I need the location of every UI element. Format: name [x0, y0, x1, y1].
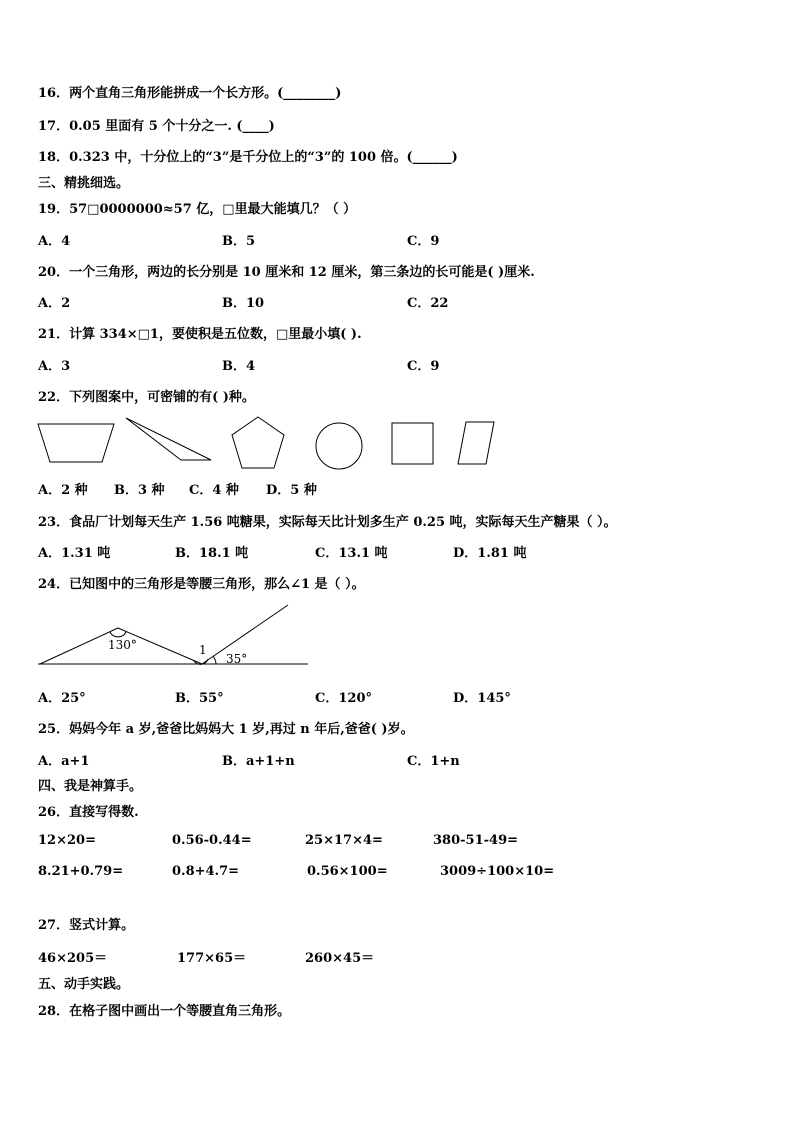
- q19-option-b: B．5: [222, 234, 256, 249]
- q22-option-a: A．2 种: [38, 483, 88, 498]
- section4-heading: 四、我是神算手。: [38, 779, 143, 794]
- q26-item: 12×20=: [38, 833, 96, 848]
- apex-angle-label: 130°: [108, 638, 137, 652]
- square-shape: [392, 423, 433, 464]
- apex-angle-arc: [110, 632, 126, 637]
- q28-text: 28．在格子图中画出一个等腰直角三角形。: [38, 1004, 291, 1019]
- q25-text: 25．妈妈今年 a 岁,爸爸比妈妈大 1 岁,再过 n 年后,爸爸( )岁。: [38, 722, 414, 737]
- q26-item: 25×17×4=: [305, 833, 383, 848]
- q22-option-b: B．3 种: [114, 483, 165, 498]
- q22-text: 22．下列图案中，可密铺的有( )种。: [38, 390, 255, 405]
- q27-item: 46×205＝: [38, 951, 108, 966]
- q23-option-b: B．18.1 吨: [175, 546, 249, 561]
- q22-option-d: D．5 种: [266, 483, 317, 498]
- q19-text: 19．57□0000000≈57 亿，□里最大能填几？（ ）: [38, 202, 357, 217]
- q26-item: 8.21+0.79=: [38, 864, 124, 879]
- section5-heading: 五、动手实践。: [38, 977, 130, 992]
- q24-angle-figure: [36, 602, 311, 674]
- pentagon-shape: [232, 417, 284, 468]
- triangle-left-side: [40, 628, 118, 664]
- q23-option-c: C．13.1 吨: [315, 546, 388, 561]
- q17-text: 17．0.05 里面有 5 个十分之一. (____): [38, 119, 275, 134]
- circle-shape: [316, 423, 362, 469]
- q25-option-c: C．1+n: [407, 754, 460, 769]
- angle1-label: 1: [199, 643, 207, 657]
- q19-option-a: A．4: [38, 234, 71, 249]
- q20-option-a: A．2: [38, 296, 71, 311]
- q26-item: 0.56×100=: [307, 864, 388, 879]
- q18-text: 18．0.323 中，十分位上的“3”是千分位上的“3”的 100 倍。(______): [38, 150, 458, 165]
- q20-option-c: C．22: [407, 296, 449, 311]
- q21-text: 21．计算 334×□1，要使积是五位数，□里最小填( ).: [38, 327, 362, 342]
- q21-option-b: B．4: [222, 359, 256, 374]
- trapezoid-shape: [38, 424, 114, 462]
- q22-figures: [36, 414, 506, 474]
- q26-item: 0.56-0.44=: [172, 833, 252, 848]
- q23-option-d: D．1.81 吨: [453, 546, 527, 561]
- q25-option-a: A．a+1: [38, 754, 90, 769]
- q25-option-b: B．a+1+n: [222, 754, 295, 769]
- q21-option-c: C．9: [407, 359, 440, 374]
- q24-option-b: B．55°: [175, 691, 224, 706]
- q26-item: 3009÷100×10=: [440, 864, 555, 879]
- q19-option-c: C．9: [407, 234, 440, 249]
- q26-item: 380-51-49=: [433, 833, 519, 848]
- angle35-label: 35°: [226, 652, 248, 666]
- q20-option-b: B．10: [222, 296, 265, 311]
- triangle-shape: [126, 418, 211, 460]
- q26-item: 0.8+4.7=: [172, 864, 240, 879]
- section3-heading: 三、精挑细选。: [38, 176, 130, 191]
- q24-option-d: D．145°: [453, 691, 511, 706]
- parallelogram-shape: [458, 422, 494, 464]
- q20-text: 20．一个三角形，两边的长分别是 10 厘米和 12 厘米，第三条边的长可能是( )厘米.: [38, 265, 535, 280]
- angle35-arc: [213, 656, 216, 664]
- q23-text: 23．食品厂计划每天生产 1.56 吨糖果，实际每天比计划多生产 0.25 吨，实际每天生产糖果（ ）。: [38, 515, 617, 530]
- q26-text: 26．直接写得数.: [38, 805, 139, 820]
- q21-option-a: A．3: [38, 359, 71, 374]
- q27-item: 260×45＝: [305, 951, 375, 966]
- q24-option-c: C．120°: [315, 691, 372, 706]
- q27-item: 177×65＝: [177, 951, 247, 966]
- q27-text: 27．竖式计算。: [38, 918, 135, 933]
- q24-text: 24．已知图中的三角形是等腰三角形，那么∠1 是（ ）。: [38, 577, 365, 592]
- q23-option-a: A．1.31 吨: [38, 546, 111, 561]
- q22-option-c: C．4 种: [189, 483, 239, 498]
- q24-option-a: A．25°: [38, 691, 86, 706]
- q16-text: 16．两个直角三角形能拼成一个长方形。(________): [38, 86, 342, 101]
